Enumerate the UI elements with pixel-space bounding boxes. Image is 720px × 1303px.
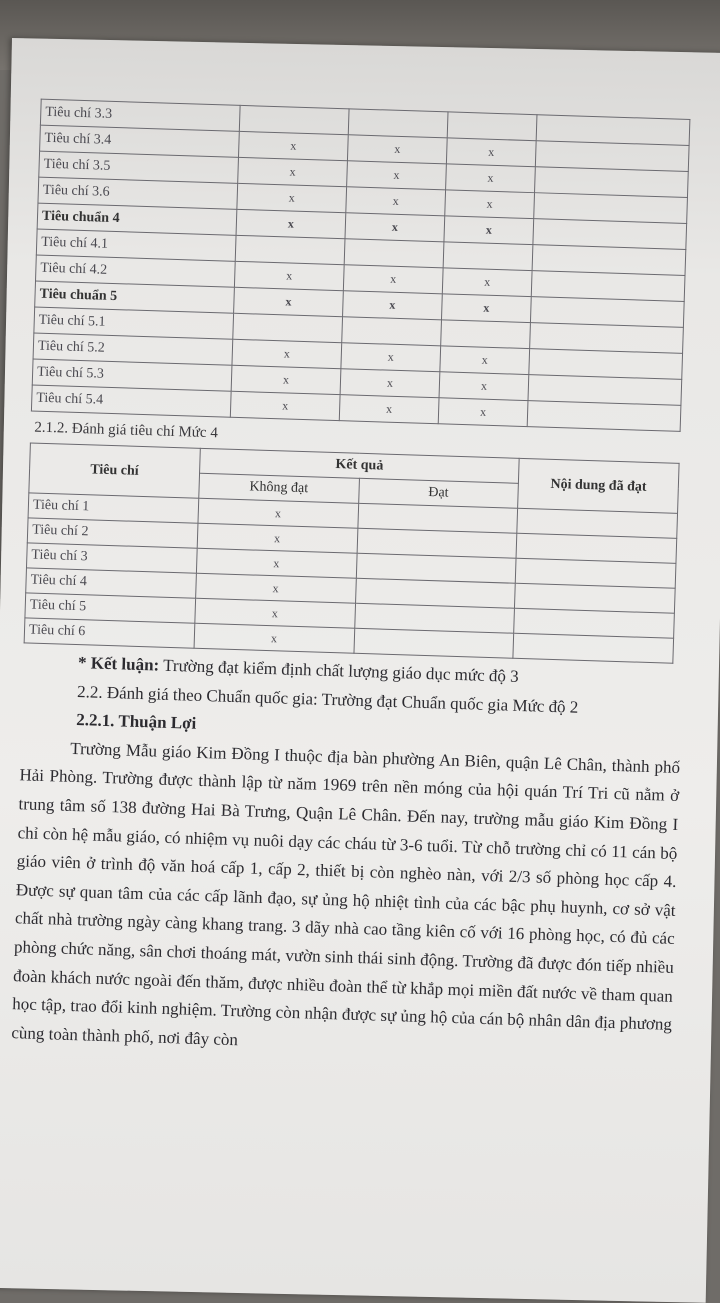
row-label: Tiêu chí 4.2 (36, 255, 236, 287)
mark-cell: x (195, 598, 355, 628)
row-label: Tiêu chí 4.1 (36, 229, 236, 261)
mark-cell: x (446, 164, 536, 193)
criteria-table-level4 (24, 442, 680, 663)
mark-cell: x (238, 157, 348, 186)
mark-cell: x (347, 135, 447, 164)
paragraph-thuan-loi: Trường Mẫu giáo Kim Đồng I thuộc địa bàn phường An Biên, quận Lê Chân, thành phố Hải Phòng. Trường được thành lập từ năm 1969 trên nền móng của hội quán Trí Tri cũ nằm ở trung tâm số 138 đường Hai Bà Trưng, Quận Lê Chân. Đến nay, trường mẫu giáo Kim Đồng I chỉ còn hệ mẫu giáo, có nhiệm vụ nuôi dạy các cháu từ 3-6 tuổi. Từ chỗ trường chỉ có 11 cán bộ giáo viên ở trình độ văn hoá cấp 1, cấp 2, thiết bị còn nghèo nàn, với 2/3 số phòng học cấp 4. Được sự quan tâm của các cấp lãnh đạo, sự ủng hộ nhiệt tình của các bậc phụ huynh, cơ sở vật chất nhà trường ngày càng khang trang. 3 dãy nhà cao tầng kiên cố với 16 phòng học, có đủ các phòng chức năng, sân chơi thoáng mát, vườn sinh thái sinh động. Trường đã được đón tiếp nhiều đoàn khách nước ngoài đến thăm, được nhiều đoàn thể từ khắp mọi miền đất nước về tham quan học tập, trao đổi kinh nghiệm. Trường còn nhận được sự ủng hộ của cán bộ nhân dân địa phương cùng toàn thành phố, nơi đây còn (11, 738, 681, 1049)
body-text (11, 647, 683, 1068)
mark-cell: x (438, 398, 528, 427)
mark-cell: x (439, 372, 529, 401)
row-label: Tiêu chí 3.3 (40, 99, 240, 131)
mark-cell: x (194, 623, 354, 653)
mark-cell (348, 109, 448, 138)
header-not-met: Không đạt (199, 473, 359, 503)
mark-cell: x (343, 291, 443, 320)
mark-cell: x (442, 268, 532, 297)
header-result: Kết quả (199, 448, 519, 483)
mark-cell: x (234, 287, 344, 316)
mark-cell: x (198, 498, 358, 528)
mark-cell: x (197, 523, 357, 553)
row-label: Tiêu chí 5.4 (31, 385, 231, 417)
mark-cell: x (440, 346, 530, 375)
empty-cell (513, 633, 673, 663)
mark-cell: x (232, 339, 342, 368)
row-label: Tiêu chí 4 (26, 568, 196, 598)
section-heading-221: 2.2.1. Thuận Lợi (75, 710, 197, 733)
row-label: Tiêu chí 5.2 (33, 333, 233, 365)
mark-cell: x (339, 395, 439, 424)
row-label: Tiêu chuẩn 4 (37, 203, 237, 235)
mark-cell (233, 313, 343, 342)
mark-cell (447, 112, 537, 141)
row-label: Tiêu chí 6 (24, 618, 194, 648)
mark-cell: x (231, 365, 341, 394)
mark-cell: x (345, 213, 445, 242)
mark-cell (235, 235, 345, 264)
mark-cell (239, 105, 349, 134)
mark-cell: x (341, 343, 441, 372)
mark-cell: x (347, 161, 447, 190)
conclusion-text: Trường đạt kiểm định chất lượng giáo dục mức độ 3 (158, 655, 519, 686)
row-label: Tiêu chí 3.5 (39, 151, 239, 183)
mark-cell: x (237, 183, 347, 212)
row-label: Tiêu chí 3 (26, 543, 196, 573)
header-criteria: Tiêu chí (29, 443, 200, 498)
mark-cell: x (343, 265, 443, 294)
mark-cell (353, 628, 513, 658)
section-heading-212: 2.1.2. Đánh giá tiêu chí Mức 4 (34, 419, 219, 442)
mark-cell: x (234, 261, 344, 290)
mark-cell: x (346, 187, 446, 216)
mark-cell: x (230, 391, 340, 420)
row-label: Tiêu chí 1 (28, 493, 198, 523)
row-label: Tiêu chí 5 (25, 593, 195, 623)
mark-cell: x (446, 138, 536, 167)
conclusion-label: * Kết luận: (77, 653, 160, 675)
mark-cell: x (196, 548, 356, 578)
row-label: Tiêu chí 2 (27, 518, 197, 548)
header-content: Nội dung đã đạt (518, 458, 679, 513)
row-label: Tiêu chí 5.3 (32, 359, 232, 391)
mark-cell: x (238, 131, 348, 160)
empty-cell (527, 401, 681, 432)
mark-cell (342, 317, 442, 346)
mark-cell (443, 242, 533, 271)
mark-cell: x (340, 369, 440, 398)
mark-cell: x (444, 216, 534, 245)
mark-cell: x (445, 190, 535, 219)
mark-cell: x (195, 573, 355, 603)
mark-cell (441, 320, 531, 349)
mark-cell: x (441, 294, 531, 323)
row-label: Tiêu chí 3.4 (40, 125, 240, 157)
section-heading-22: 2.2. Đánh giá theo Chuẩn quốc gia: Trường đạt Chuẩn quốc gia Mức độ 2 (76, 681, 579, 717)
page-content (11, 99, 700, 1069)
row-label: Tiêu chí 5.1 (34, 307, 234, 339)
criteria-table-level3 (31, 99, 691, 432)
mark-cell: x (236, 209, 346, 238)
row-label: Tiêu chuẩn 5 (35, 281, 235, 313)
header-met: Đạt (358, 478, 518, 508)
document-page (0, 38, 720, 1303)
row-label: Tiêu chí 3.6 (38, 177, 238, 209)
mark-cell (344, 239, 444, 268)
